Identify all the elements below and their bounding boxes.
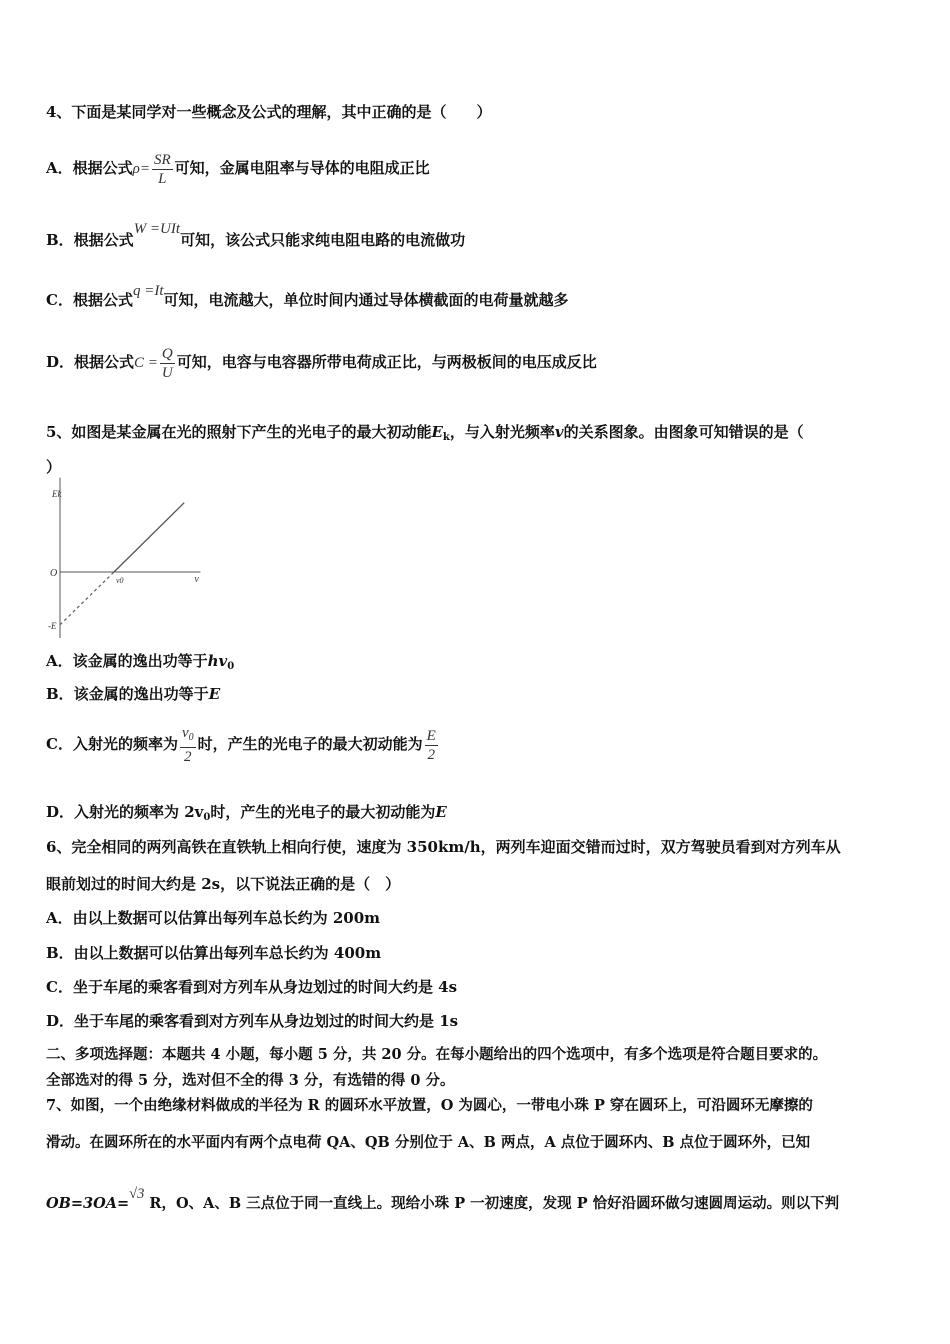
q6-option-d: D．坐于车尾的乘客看到对方列车从身边划过的时间大约是 1s xyxy=(46,1012,459,1030)
q5-d-prefix: D．入射光的频率为 2v xyxy=(46,803,204,821)
q5-a-value: hv xyxy=(207,652,228,670)
q4-d-text: 可知，电容与电容器所带电荷成正比，与两极板间的电压成反比 xyxy=(176,353,597,371)
q5-option-a xyxy=(46,651,234,677)
x-axis-label: ν xyxy=(194,574,199,585)
q6-option-b: B．由以上数据可以估算出每列车总长约为 400m xyxy=(46,944,382,962)
q4-a-formula-lhs: ρ= xyxy=(132,161,150,177)
ek-line xyxy=(114,503,184,572)
q4-option-b xyxy=(46,221,466,251)
q5-ek-sub: k xyxy=(442,432,450,443)
q5-c-frac1-num-v: v xyxy=(181,725,189,741)
q5-c-prefix: C．入射光的频率为 xyxy=(46,735,178,753)
q4-c-prefix: C．根据公式 xyxy=(46,291,133,309)
q5-c-frac2 xyxy=(425,727,438,764)
y-intercept-label: -E xyxy=(48,620,57,631)
q4-a-num: SR xyxy=(153,151,171,168)
q4-a-den: L xyxy=(158,170,167,187)
q7-line1: 7、如图，一个由绝缘材料做成的半径为 R 的圆环水平放置，O 为圆心，一带电小珠 P 穿在圆环上，可沿圆环无摩擦的 xyxy=(46,1097,813,1114)
q5-option-b xyxy=(46,684,220,704)
q4-option-a xyxy=(46,148,430,188)
q6-option-a: A．由以上数据可以估算出每列车总长约为 200m xyxy=(46,909,381,927)
q4-b-text: 可知，该公式只能求纯电阻电路的电流做功 xyxy=(180,231,466,249)
q4-stem: 4、下面是某同学对一些概念及公式的理解，其中正确的是（ ） xyxy=(46,103,492,121)
q5-c-frac1 xyxy=(180,724,196,766)
q5-d-value: E xyxy=(435,803,447,821)
q6-stem-line1: 6、完全相同的两列高铁在直铁轨上相向行使，速度为 350km/h，两列车迎面交错而过时，双方驾驶员看到对方列车从 xyxy=(46,838,841,856)
q4-b-formula: W =UIt xyxy=(133,221,181,237)
q5-c-frac2-num: E xyxy=(426,727,436,744)
q6-option-c: C．坐于车尾的乘客看到对方列车从身边划过的时间大约是 4s xyxy=(46,978,458,996)
q4-a-prefix: A．根据公式 xyxy=(46,159,133,177)
q4-d-formula-lhs: C = xyxy=(134,355,158,371)
section2-line2: 全部选对的得 5 分，选对但不全的得 3 分，有选错的得 0 分。 xyxy=(46,1072,455,1089)
y-axis-label: Ek xyxy=(52,489,62,499)
q7-line3 xyxy=(46,1186,840,1214)
ek-nu-graph xyxy=(48,484,198,634)
q5-a-sub: 0 xyxy=(227,661,235,672)
q5-c-frac1-num-sub: 0 xyxy=(188,732,194,743)
q4-c-text: 可知，电流越大，单位时间内通过导体横截面的电荷量就越多 xyxy=(163,291,569,309)
q4-a-text: 可知，金属电阻率与导体的电阻成正比 xyxy=(174,159,430,177)
q5-stem-close: ） xyxy=(46,458,62,476)
q5-option-d xyxy=(46,802,447,828)
origin-label: O xyxy=(50,568,58,579)
q4-d-num: Q xyxy=(161,345,173,362)
q4-a-formula-frac xyxy=(152,151,173,188)
q4-d-prefix: D．根据公式 xyxy=(46,353,135,371)
q5-b-value: E xyxy=(208,685,221,703)
q4-d-formula-frac xyxy=(160,345,175,382)
q7-sqrt3: √3 xyxy=(129,1186,145,1202)
q4-b-prefix: B．根据公式 xyxy=(46,231,134,249)
q5-stem-part2: ，与入射光频率 xyxy=(449,423,555,441)
q5-b-prefix: B．该金属的逸出功等于 xyxy=(46,685,209,703)
q5-ek: E xyxy=(431,423,443,441)
q4-d-den: U xyxy=(161,364,173,381)
section2-line1: 二、多项选择题：本题共 4 小题，每小题 5 分，共 20 分。在每小题给出的四个选项中，有多个选项是符合题目要求的。 xyxy=(46,1046,828,1063)
x-intercept-label: ν0 xyxy=(116,576,124,585)
q4-option-d xyxy=(46,342,597,382)
q7-ob-eq: OB=3OA= xyxy=(46,1195,130,1212)
q5-a-prefix: A．该金属的逸出功等于 xyxy=(46,652,208,670)
q4-c-formula: q =It xyxy=(132,283,164,299)
q4-option-c xyxy=(46,283,569,311)
q5-c-frac2-den: 2 xyxy=(427,746,435,763)
q5-c-frac1-num xyxy=(180,724,196,748)
q5-option-c xyxy=(46,724,440,764)
q5-c-frac1-den: 2 xyxy=(184,749,192,765)
q6-stem-line2: 眼前划过的时间大约是 2s，以下说法正确的是（ ） xyxy=(46,875,401,893)
extension-dashed-line xyxy=(60,572,114,625)
q5-d-sub: 0 xyxy=(203,812,211,823)
q7-line3-text: R，O、A、B 三点位于同一直线上。现给小珠 P 一初速度，发现 P 恰好沿圆环做匀速圆周运动。则以下判 xyxy=(144,1195,840,1212)
q5-stem-part1: 5、如图是某金属在光的照射下产生的光电子的最大初动能 xyxy=(46,423,432,441)
q5-d-text: 时，产生的光电子的最大初动能为 xyxy=(210,803,436,821)
q5-nu: v xyxy=(554,423,564,441)
q5-stem xyxy=(46,422,804,448)
q5-c-text: 时，产生的光电子的最大初动能为 xyxy=(197,735,423,753)
q5-stem-part3: 的关系图象。由图象可知错误的是（ xyxy=(563,423,804,441)
q7-line2: 滑动。在圆环所在的水平面内有两个点电荷 QA、QB 分别位于 A、B 两点，A 点位于圆环内、B 点位于圆环外，已知 xyxy=(46,1134,811,1151)
